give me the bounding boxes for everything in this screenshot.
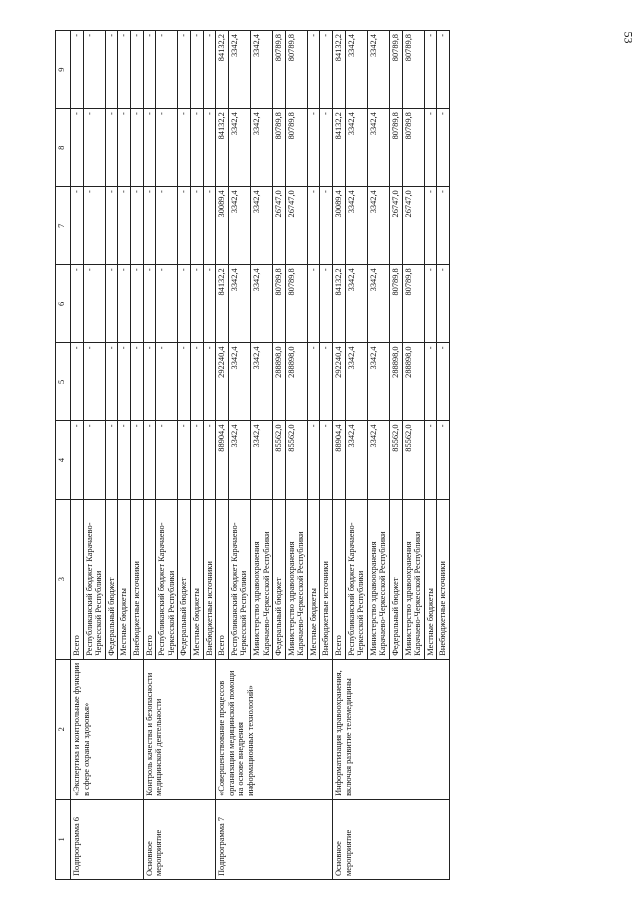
amount-cell: 3342,4 — [250, 109, 272, 187]
amount-cell: - — [83, 343, 105, 421]
funding-source: Республиканский бюджет Карачаево-Черкесской Республики — [345, 499, 367, 659]
amount-cell: 80789,8 — [285, 265, 307, 343]
amount-cell: - — [130, 109, 143, 187]
amount-cell: - — [307, 343, 320, 421]
amount-cell: 288898,0 — [390, 343, 403, 421]
header-cell: 2 — [56, 659, 71, 799]
amount-cell: - — [105, 421, 118, 499]
amount-cell: - — [424, 187, 437, 265]
amount-cell: 80789,8 — [402, 31, 424, 109]
amount-cell: - — [424, 109, 437, 187]
amount-cell: - — [307, 187, 320, 265]
amount-cell: - — [203, 265, 216, 343]
amount-cell: 3342,4 — [250, 343, 272, 421]
header-cell: 9 — [56, 31, 71, 109]
amount-cell: - — [105, 187, 118, 265]
amount-cell: - — [71, 187, 84, 265]
amount-cell: 288898,0 — [402, 343, 424, 421]
header-cell: 8 — [56, 109, 71, 187]
amount-cell: - — [307, 421, 320, 499]
funding-source: Федеральный бюджет — [390, 499, 403, 659]
amount-cell: - — [156, 187, 178, 265]
amount-cell: - — [83, 31, 105, 109]
amount-cell: - — [203, 109, 216, 187]
amount-cell: - — [118, 31, 131, 109]
page-number: 53 — [621, 31, 636, 44]
amount-cell: - — [178, 343, 191, 421]
header-cell: 3 — [56, 499, 71, 659]
amount-cell: - — [437, 187, 450, 265]
amount-cell: - — [307, 31, 320, 109]
amount-cell: 88904,4 — [216, 421, 229, 499]
amount-cell: - — [105, 343, 118, 421]
amount-cell: - — [190, 187, 203, 265]
amount-cell: 3342,4 — [345, 109, 367, 187]
header-cell: 6 — [56, 265, 71, 343]
funding-source: Внебюджетные источники — [437, 499, 450, 659]
amount-cell: 26747,0 — [273, 187, 286, 265]
table-row — [143, 31, 156, 880]
amount-cell: - — [130, 31, 143, 109]
amount-cell: 3342,4 — [228, 109, 250, 187]
amount-cell: 80789,8 — [273, 31, 286, 109]
amount-cell: 3342,4 — [345, 421, 367, 499]
amount-cell: 80789,8 — [390, 265, 403, 343]
amount-cell: 85562,0 — [285, 421, 307, 499]
amount-cell: - — [143, 187, 156, 265]
amount-cell: - — [71, 343, 84, 421]
funding-source: Министерство здравоохранения Карачаево-Черкесской Республики — [250, 499, 272, 659]
program-code: Основное мероприятие — [143, 799, 216, 879]
funding-source: Республиканский бюджет Карачаево-Черкесской Республики — [83, 499, 105, 659]
amount-cell: 84132,2 — [333, 31, 346, 109]
amount-cell: - — [190, 343, 203, 421]
funding-source: Министерство здравоохранения Карачаево-Черкесской Республики — [285, 499, 307, 659]
amount-cell: 288898,0 — [285, 343, 307, 421]
amount-cell: - — [156, 31, 178, 109]
table-row — [216, 31, 229, 880]
header-cell: 1 — [56, 799, 71, 879]
amount-cell: - — [130, 187, 143, 265]
budget-table-rotated — [55, 30, 615, 880]
funding-source: Внебюджетные источники — [320, 499, 333, 659]
amount-cell: 288898,0 — [273, 343, 286, 421]
amount-cell: - — [130, 343, 143, 421]
amount-cell: - — [320, 187, 333, 265]
table-row — [71, 31, 84, 880]
amount-cell: 3342,4 — [250, 187, 272, 265]
amount-cell: 80789,8 — [273, 265, 286, 343]
amount-cell: 3342,4 — [250, 421, 272, 499]
amount-cell: - — [71, 109, 84, 187]
amount-cell: - — [437, 31, 450, 109]
amount-cell: 26747,0 — [285, 187, 307, 265]
amount-cell: 3342,4 — [228, 31, 250, 109]
funding-source: Всего — [71, 499, 84, 659]
funding-source: Республиканский бюджет Карачаево-Черкесской Республики — [156, 499, 178, 659]
amount-cell: - — [307, 265, 320, 343]
amount-cell: - — [83, 421, 105, 499]
amount-cell: - — [118, 343, 131, 421]
amount-cell: - — [178, 187, 191, 265]
amount-cell: - — [143, 265, 156, 343]
amount-cell: 3342,4 — [228, 421, 250, 499]
amount-cell: - — [105, 265, 118, 343]
amount-cell: 26747,0 — [402, 187, 424, 265]
table-body — [71, 31, 450, 880]
funding-source: Всего — [143, 499, 156, 659]
amount-cell: 80789,8 — [273, 109, 286, 187]
funding-source: Местные бюджеты — [424, 499, 437, 659]
funding-source: Министерство здравоохранения Карачаево-Черкесской Республики — [402, 499, 424, 659]
table-row — [333, 31, 346, 880]
amount-cell: - — [320, 265, 333, 343]
amount-cell: - — [83, 187, 105, 265]
amount-cell: 26747,0 — [390, 187, 403, 265]
amount-cell: - — [307, 109, 320, 187]
program-code: Основное мероприятие — [333, 799, 450, 879]
amount-cell: - — [424, 265, 437, 343]
amount-cell: - — [71, 31, 84, 109]
amount-cell: 3342,4 — [228, 343, 250, 421]
amount-cell: 3342,4 — [228, 187, 250, 265]
amount-cell: - — [118, 421, 131, 499]
amount-cell: 292240,4 — [333, 343, 346, 421]
amount-cell: - — [143, 343, 156, 421]
amount-cell: - — [437, 421, 450, 499]
amount-cell: - — [320, 421, 333, 499]
amount-cell: - — [424, 31, 437, 109]
amount-cell: 3342,4 — [367, 265, 389, 343]
amount-cell: 85562,0 — [390, 421, 403, 499]
program-code: Подпрограмма 6 — [71, 799, 144, 879]
funding-source: Внебюджетные источники — [203, 499, 216, 659]
amount-cell: 3342,4 — [367, 343, 389, 421]
amount-cell: - — [203, 343, 216, 421]
header-cell: 4 — [56, 421, 71, 499]
amount-cell: - — [156, 109, 178, 187]
header-row — [56, 31, 71, 880]
amount-cell: - — [424, 343, 437, 421]
funding-source: Всего — [333, 499, 346, 659]
funding-source: Местные бюджеты — [118, 499, 131, 659]
amount-cell: 3342,4 — [250, 31, 272, 109]
amount-cell: - — [437, 265, 450, 343]
amount-cell: 3342,4 — [367, 109, 389, 187]
amount-cell: 3342,4 — [367, 421, 389, 499]
amount-cell: - — [178, 421, 191, 499]
amount-cell: 80789,8 — [285, 31, 307, 109]
funding-source: Внебюджетные источники — [130, 499, 143, 659]
program-name: Информатизация здравоохранения, включая развитие телемедицины — [333, 659, 450, 799]
amount-cell: - — [203, 421, 216, 499]
amount-cell: - — [190, 265, 203, 343]
amount-cell: - — [130, 265, 143, 343]
amount-cell: 84132,2 — [216, 31, 229, 109]
amount-cell: - — [71, 421, 84, 499]
amount-cell: - — [178, 265, 191, 343]
header-cell: 7 — [56, 187, 71, 265]
amount-cell: - — [105, 31, 118, 109]
amount-cell: - — [203, 31, 216, 109]
amount-cell: - — [320, 343, 333, 421]
amount-cell: 84132,2 — [333, 265, 346, 343]
amount-cell: - — [190, 109, 203, 187]
amount-cell: - — [143, 421, 156, 499]
budget-table — [55, 30, 450, 880]
program-name: «Экспертиза и контрольные функции в сфере охраны здоровья» — [71, 659, 144, 799]
amount-cell: - — [190, 31, 203, 109]
funding-source: Местные бюджеты — [190, 499, 203, 659]
amount-cell: - — [118, 265, 131, 343]
funding-source: Министерство здравоохранения Карачаево-Черкесской Республики — [367, 499, 389, 659]
amount-cell: - — [83, 109, 105, 187]
funding-source: Республиканский бюджет Карачаево-Черкесской Республики — [228, 499, 250, 659]
amount-cell: 84132,2 — [333, 109, 346, 187]
amount-cell: - — [143, 31, 156, 109]
amount-cell: 3342,4 — [345, 265, 367, 343]
amount-cell: - — [190, 421, 203, 499]
amount-cell: - — [156, 421, 178, 499]
funding-source: Местные бюджеты — [307, 499, 320, 659]
amount-cell: 3342,4 — [367, 187, 389, 265]
amount-cell: 3342,4 — [345, 187, 367, 265]
amount-cell: 84132,2 — [216, 109, 229, 187]
amount-cell: - — [118, 187, 131, 265]
amount-cell: 292240,4 — [216, 343, 229, 421]
funding-source: Федеральный бюджет — [178, 499, 191, 659]
amount-cell: - — [424, 421, 437, 499]
amount-cell: - — [156, 265, 178, 343]
amount-cell: - — [203, 187, 216, 265]
amount-cell: 30089,4 — [333, 187, 346, 265]
amount-cell: 3342,4 — [367, 31, 389, 109]
funding-source: Всего — [216, 499, 229, 659]
amount-cell: - — [118, 109, 131, 187]
amount-cell: 88904,4 — [333, 421, 346, 499]
funding-source: Федеральный бюджет — [273, 499, 286, 659]
amount-cell: 30089,4 — [216, 187, 229, 265]
amount-cell: - — [178, 31, 191, 109]
amount-cell: - — [105, 109, 118, 187]
amount-cell: - — [437, 109, 450, 187]
amount-cell: - — [178, 109, 191, 187]
amount-cell: - — [83, 265, 105, 343]
amount-cell: 80789,8 — [402, 265, 424, 343]
funding-source: Федеральный бюджет — [105, 499, 118, 659]
amount-cell: 84132,2 — [216, 265, 229, 343]
amount-cell: 3342,4 — [345, 31, 367, 109]
amount-cell: - — [320, 31, 333, 109]
header-cell: 5 — [56, 343, 71, 421]
amount-cell: 3342,4 — [345, 343, 367, 421]
amount-cell: - — [71, 265, 84, 343]
amount-cell: - — [320, 109, 333, 187]
amount-cell: 85562,0 — [402, 421, 424, 499]
amount-cell: 80789,8 — [390, 31, 403, 109]
amount-cell: 80789,8 — [402, 109, 424, 187]
amount-cell: - — [130, 421, 143, 499]
amount-cell: 3342,4 — [250, 265, 272, 343]
program-name: «Совершенствование процессов организации медицинской помощи на основе внедрения информационных технологий» — [216, 659, 333, 799]
program-name: Контроль качества и безопасности медицинской деятельности — [143, 659, 216, 799]
amount-cell: 80789,8 — [390, 109, 403, 187]
amount-cell: 85562,0 — [273, 421, 286, 499]
amount-cell: - — [143, 109, 156, 187]
amount-cell: - — [156, 343, 178, 421]
program-code: Подпрограмма 7 — [216, 799, 333, 879]
amount-cell: 3342,4 — [228, 265, 250, 343]
amount-cell: 80789,8 — [285, 109, 307, 187]
amount-cell: - — [437, 343, 450, 421]
